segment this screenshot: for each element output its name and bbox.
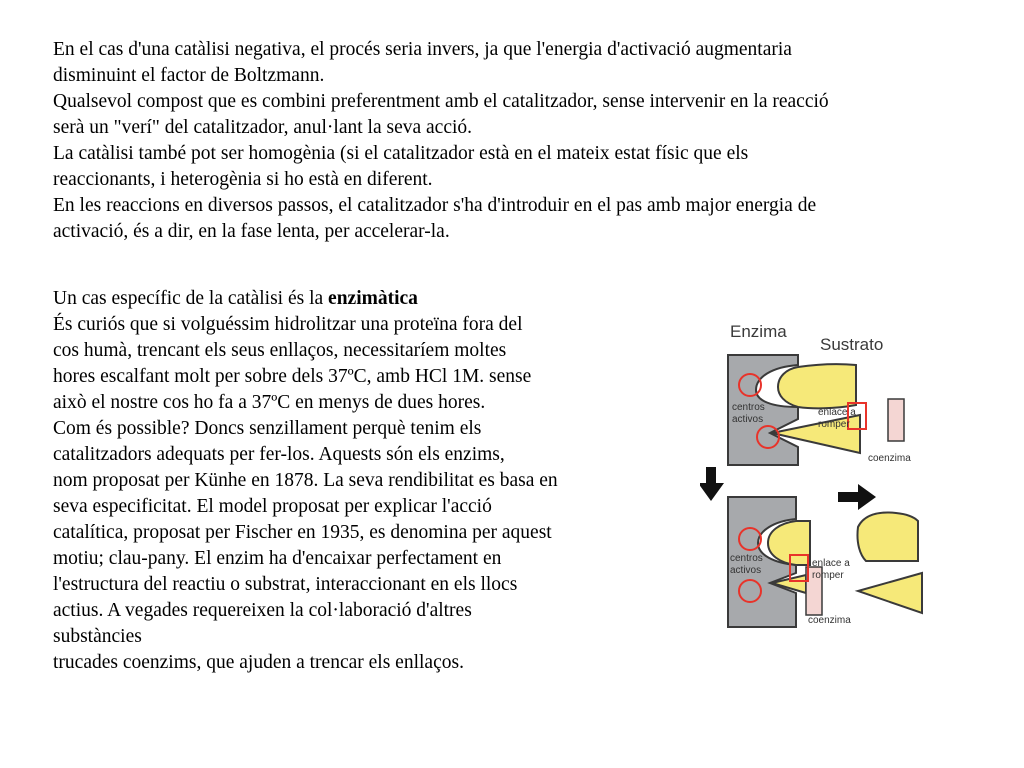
text-line: actius. A vegades requereixen la col·laboració d'altres xyxy=(53,600,472,621)
enzyme-label: Enzima xyxy=(730,322,787,341)
enzymatic-intro-line xyxy=(53,286,558,312)
coenzima-label: coenzima xyxy=(808,615,851,626)
enzyme-lock-and-key-diagram xyxy=(700,315,960,635)
text-line: catalitzadors adequats per fer-los. Aquests són els enzims, xyxy=(53,444,505,465)
text-line: És curiós que si volguéssim hidrolitzar una proteïna fora del xyxy=(53,314,523,335)
substrate-top-round xyxy=(778,364,856,408)
text-line: trucades coenzims, que ajuden a trencar els enllaços. xyxy=(53,652,464,673)
coenzima-label: coenzima xyxy=(868,453,911,464)
text-line: Com és possible? Doncs senzillament perquè tenim els xyxy=(53,418,482,439)
romper-label: romper xyxy=(818,419,850,430)
centros-label: centros xyxy=(730,553,763,564)
coenzyme-top xyxy=(888,399,904,441)
enlace-label: enlace a xyxy=(818,407,856,418)
text-line: En el cas d'una catàlisi negativa, el procés seria invers, ja que l'energia d'activació augmentaria xyxy=(53,39,792,60)
arrow-down-icon xyxy=(700,467,724,501)
enzymatic-text-block xyxy=(53,286,558,676)
text-line: cos humà, trencant els seus enllaços, necessitaríem moltes xyxy=(53,340,507,361)
text-line: motiu; clau-pany. El enzim ha d'encaixar perfectament en xyxy=(53,548,502,569)
activos-label: activos xyxy=(732,414,764,425)
text-line: l'estructura del reactiu o substrat, interaccionant en els llocs xyxy=(53,574,518,595)
enzimatica-term: enzimàtica xyxy=(328,288,418,309)
text-line: serà un "verí" del catalitzador, anul·lant la seva acció. xyxy=(53,117,473,138)
text-line: La catàlisi també pot ser homogènia (si el catalitzador està en el mateix estat físic que els xyxy=(53,143,749,164)
romper-label: romper xyxy=(812,570,844,581)
intro-text: Un cas específic de la catàlisi és la xyxy=(53,288,329,309)
text-line: nom proposat per Künhe en 1878. La seva rendibilitat es basa en xyxy=(53,470,558,491)
centros-label: centros xyxy=(732,402,765,413)
text-line: Qualsevol compost que es combini preferentment amb el catalitzador, sense intervenir en la reacció xyxy=(53,91,829,112)
activos-label: activos xyxy=(730,565,762,576)
enlace-label: enlace a xyxy=(812,558,850,569)
substrate-label: Sustrato xyxy=(820,335,884,354)
text-line: activació, és a dir, en la fase lenta, per accelerar-la. xyxy=(53,221,450,242)
text-line: catalítica, proposat per Fischer en 1935, es denomina per aquest xyxy=(53,522,552,543)
text-line: seva especificitat. El model proposat per explicar l'acció xyxy=(53,496,492,517)
product-round xyxy=(857,513,918,561)
text-line: això el nostre cos ho fa a 37ºC en menys de dues hores. xyxy=(53,392,486,413)
text-line: substàncies xyxy=(53,626,142,647)
arrow-right-icon xyxy=(838,484,876,510)
text-line: hores escalfant molt per sobre dels 37ºC, amb HCl 1M. sense xyxy=(53,366,532,387)
text-line: En les reaccions en diversos passos, el catalitzador s'ha d'introduir en el pas amb major energia de xyxy=(53,195,817,216)
product-triangle xyxy=(858,573,922,613)
intro-text-block xyxy=(53,37,829,245)
text-line: reaccionants, i heterogènia si ho està en diferent. xyxy=(53,169,433,190)
text-line: disminuint el factor de Boltzmann. xyxy=(53,65,325,86)
